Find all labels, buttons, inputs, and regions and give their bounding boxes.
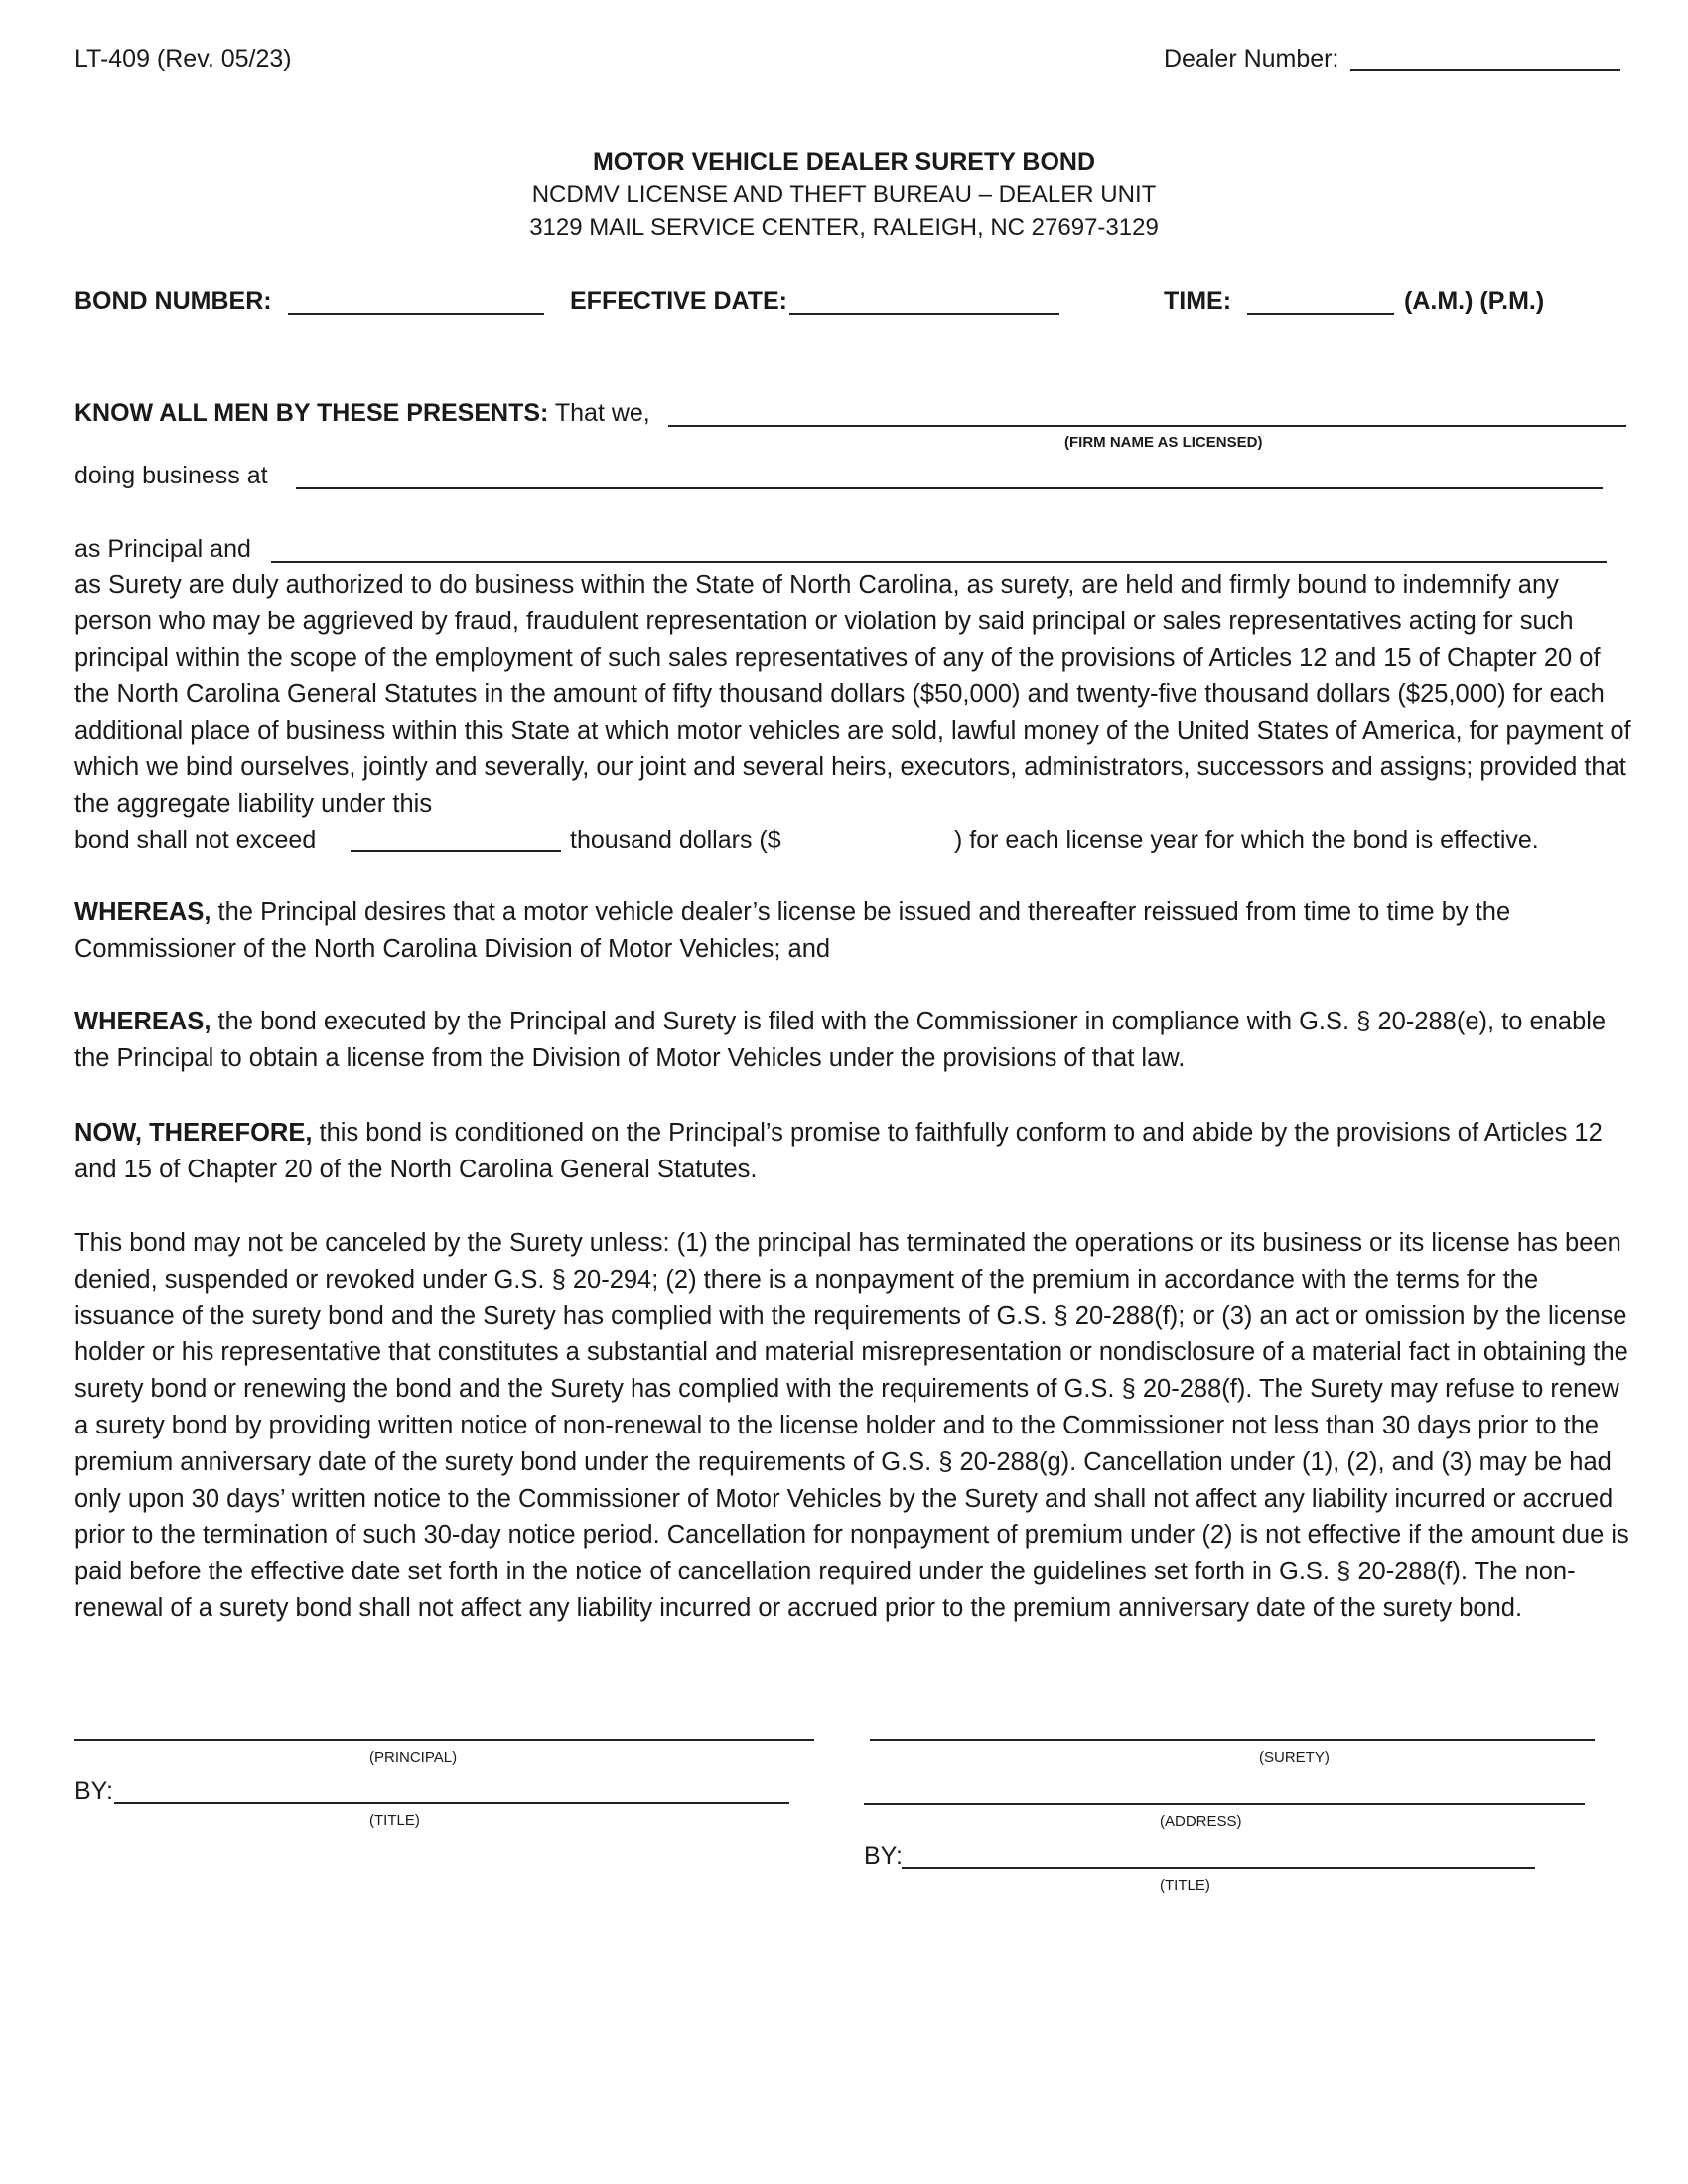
exceed-mid: thousand dollars ($ [570, 826, 781, 854]
cancellation-text: This bond may not be canceled by the Surety unless: (1) the principal has terminated the operations or its business or its license has been denied, suspended or revoked under G.S. § 20-294; (2) there is a nonpayment of the premium in accordance with the terms for the issuance of the surety bond and the Surety has complied with the requirements of G.S. § 20-288(f); or (3) an act or omission by the license holder or his representative that constitutes a substantial and material misrepresentation or nondisclosure of a material fact in obtaining the surety bond or renewing the bond and the Surety has complied with the requirements of G.S. § 20-288(f). The Surety may refuse to renew a surety bond by providing written notice of non-renewal to the license holder and to the Commissioner not less than 30 days prior to the premium anniversary date of the surety bond under the requirements of G.S. § 20-288(g). Cancellation under (1), (2), and (3) may be had only upon 30 days’ written notice to the Commissioner of Motor Vehicles by the Surety and shall not affect any liability incurred or accrued prior to the termination of such 30-day notice period. Cancellation for nonpayment of premium under (2) is not effective if the amount due is paid before the effective date set forth in the notice of cancellation required under the guidelines set forth in G.S. § 20-288(f). The non-renewal of a surety bond shall not affect any liability incurred or accrued prior to the premium anniversary date of the surety bond. [74, 1229, 1629, 1622]
principal-title-caption: (TITLE) [369, 1812, 420, 1829]
bureau-address: 3129 MAIL SERVICE CENTER, RALEIGH, NC 27697-3129 [529, 214, 1159, 241]
now-therefore-label: NOW, THEREFORE, [74, 1119, 313, 1147]
now-therefore-paragraph [74, 1115, 1633, 1188]
time-field[interactable] [1247, 313, 1394, 315]
business-address-field[interactable] [296, 487, 1603, 489]
surety-caption: (SURETY) [1259, 1749, 1330, 1766]
dealer-number-field[interactable] [1350, 69, 1620, 71]
bureau-name: NCDMV LICENSE AND THEFT BUREAU – DEALER UNIT [531, 181, 1157, 207]
whereas-2-text: the bond executed by the Principal and Surety is filed with the Commissioner in compliance with G.S. § 20-288(e), to enable the Principal to obtain a license from the Division of Motor Vehicles under the provisions of that law. [74, 1008, 1607, 1072]
whereas-1-text: the Principal desires that a motor vehicle dealer’s license be issued and thereafter reissued from time to time by the Commissioner of the North Carolina Division of Motor Vehicles; and [74, 898, 1511, 963]
effective-date-field[interactable] [789, 313, 1059, 315]
principal-title-field[interactable] [114, 1802, 789, 1804]
dealer-number-label: Dealer Number: [1164, 45, 1339, 72]
am-pm-options[interactable]: (A.M.) (P.M.) [1404, 287, 1545, 315]
cancellation-paragraph [74, 1225, 1633, 1627]
bond-number-field[interactable] [288, 313, 544, 315]
form-title: MOTOR VEHICLE DEALER SURETY BOND [592, 148, 1096, 176]
thousand-amount-field[interactable] [351, 850, 561, 852]
time-label: TIME: [1164, 287, 1232, 315]
surety-title-field[interactable] [902, 1867, 1535, 1869]
whereas-paragraph-2 [74, 1004, 1633, 1077]
surety-title-caption: (TITLE) [1160, 1877, 1210, 1894]
principal-by-label: BY: [74, 1777, 113, 1805]
know-all-line [74, 395, 650, 431]
doing-business-label: doing business at [74, 462, 268, 489]
bond-number-label: BOND NUMBER: [74, 287, 272, 315]
now-therefore-text: this bond is conditioned on the Principal’s promise to faithfully conform to and abide by the provisions of Articles 12 and 15 of Chapter 20 of the North Carolina General Statutes. [74, 1119, 1603, 1183]
know-all-label: KNOW ALL MEN BY THESE PRESENTS: [74, 399, 549, 427]
exceed-prefix: bond shall not exceed [74, 826, 317, 854]
as-principal-label: as Principal and [74, 535, 251, 563]
whereas-2-label: WHEREAS, [74, 1008, 211, 1035]
firm-name-field[interactable] [668, 425, 1626, 427]
principal-signature-field[interactable] [74, 1739, 814, 1741]
principal-caption: (PRINCIPAL) [369, 1749, 458, 1766]
exceed-suffix: ) for each license year for which the bond is effective. [954, 826, 1539, 854]
firm-name-caption: (FIRM NAME AS LICENSED) [1064, 434, 1263, 451]
surety-address-field[interactable] [864, 1803, 1585, 1805]
whereas-paragraph-1 [74, 894, 1633, 968]
surety-paragraph-text: as Surety are duly authorized to do business within the State of North Carolina, as surety, are held and firmly bound to indemnify any person who may be aggrieved by fraud, fraudulent representation or violation by said principal or sales representatives acting for such principal within the scope of the employment of such sales representatives of any of the provisions of Articles 12 and 15 of Chapter 20 of the North Carolina General Statutes in the amount of fifty thousand dollars ($50,000) and twenty-five thousand dollars ($25,000) for each additional place of business within this State at which motor vehicles are sold, lawful money of the United States of America, for payment of which we bind ourselves, jointly and severally, our joint and several heirs, executors, administrators, successors and assigns; provided that the aggregate liability under this [74, 571, 1631, 818]
effective-date-label: EFFECTIVE DATE: [570, 287, 787, 315]
surety-signature-field[interactable] [870, 1739, 1595, 1741]
whereas-1-label: WHEREAS, [74, 898, 211, 926]
surety-name-field[interactable] [271, 561, 1607, 563]
bond-limit-line [74, 822, 1633, 858]
surety-paragraph [74, 567, 1633, 823]
that-we-text: That we, [554, 399, 650, 427]
surety-address-caption: (ADDRESS) [1160, 1813, 1242, 1830]
form-id: LT-409 (Rev. 05/23) [74, 45, 292, 72]
surety-by-label: BY: [864, 1843, 903, 1870]
